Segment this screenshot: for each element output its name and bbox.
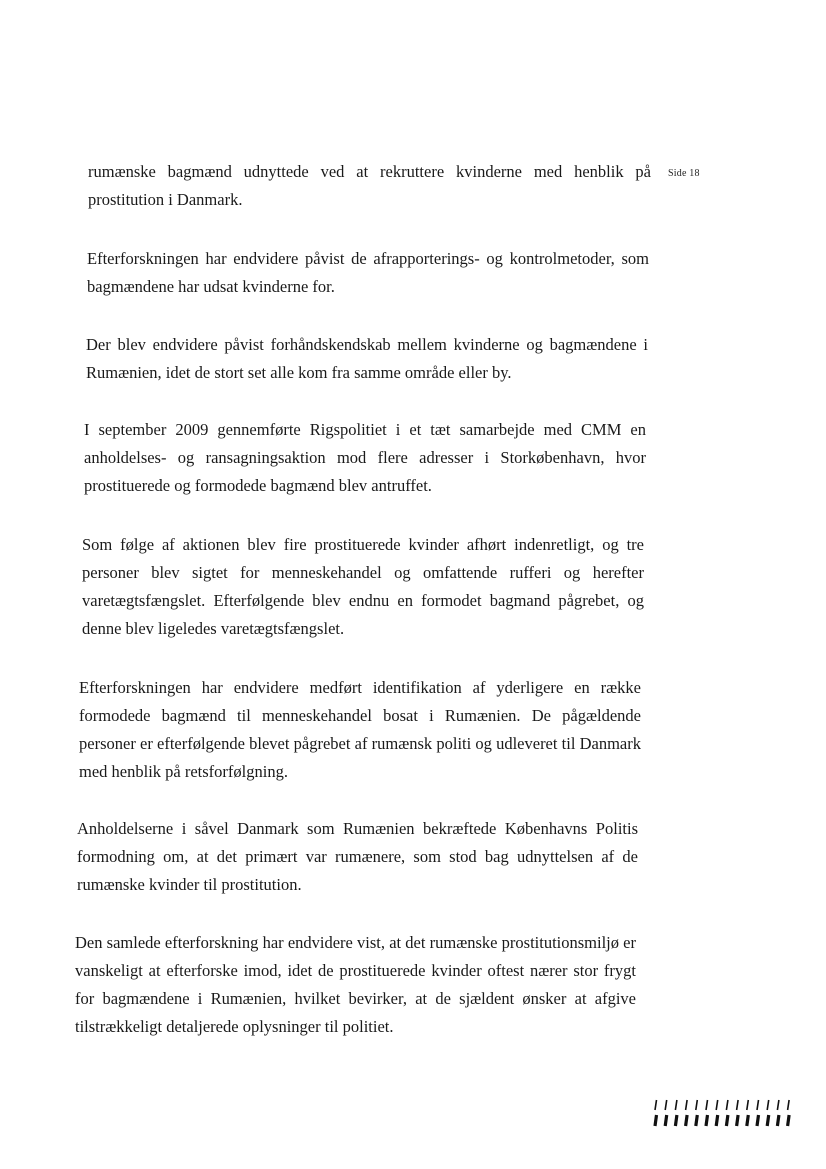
barcode-bar — [726, 1115, 728, 1126]
barcode-bar — [665, 1100, 667, 1110]
barcode-bar — [747, 1100, 749, 1110]
barcode-bar — [696, 1115, 698, 1126]
paragraph-8: Den samlede efterforskning har endvidere vist, at det rumænske prostitutionsmiljø er vanskeligt at efterforske imod, idet de prostituerede kvinder oftest nærer stor frygt for bagmændene i Rumænien, hvilket bevirker, at de sjældent ønsker at afgive tilstrækkeligt detaljerede oplysninger til politiet. — [75, 933, 636, 1036]
barcode-bar — [675, 1100, 677, 1110]
paragraph-7: Anholdelserne i såvel Danmark som Rumænien bekræftede Københavns Politis formodning om, at det primært var rumænere, som stod bag udnyttelsen af de rumænske kvinder til prostitution. — [77, 819, 638, 894]
barcode-bar — [777, 1100, 779, 1110]
barcode-bar — [757, 1115, 759, 1126]
barcode-bar — [706, 1115, 708, 1126]
barcode-bar — [655, 1115, 657, 1126]
barcode-bar — [655, 1100, 657, 1110]
paragraph-3: Der blev endvidere påvist forhåndskendskab mellem kvinderne og bagmændene i Rumænien, idet de stort set alle kom fra samme område eller by. — [86, 335, 648, 382]
barcode-bar — [716, 1115, 718, 1126]
paragraph-1: rumænske bagmænd udnyttede ved at rekruttere kvinderne med henblik på prostitution i Danmark. — [88, 162, 651, 209]
barcode-bar — [737, 1100, 739, 1110]
barcode-bar — [788, 1115, 790, 1126]
barcode-bar — [747, 1115, 749, 1126]
barcode-bar — [716, 1100, 718, 1110]
barcode-bar — [726, 1100, 728, 1110]
paragraph-4: I september 2009 gennemførte Rigspolitiet i et tæt samarbejde med CMM en anholdelses- og ransagningsaktion mod flere adresser i Storkøbenhavn, hvor prostituerede og formodede bagmænd blev antruffet. — [84, 420, 646, 495]
paragraph-6: Efterforskningen har endvidere medført identifikation af yderligere en række formodede bagmænd til menneskehandel bosat i Rumænien. De pågældende personer er efterfølgende blevet pågrebet af rumænsk politi og udleveret til Danmark med henblik på retsforfølgning. — [79, 678, 641, 781]
barcode-bar — [686, 1115, 688, 1126]
paragraph-2: Efterforskningen har endvidere påvist de afrapporterings- og kontrolmetoder, som bagmændene har udsat kvinderne for. — [87, 249, 649, 296]
barcode-stamp — [652, 1098, 794, 1128]
barcode-bar — [737, 1115, 739, 1126]
barcode-bar — [675, 1115, 677, 1126]
barcode-bar — [686, 1100, 688, 1110]
barcode-bar — [777, 1115, 779, 1126]
barcode-bar — [757, 1100, 759, 1110]
barcode-bar — [706, 1100, 708, 1110]
paragraph-5: Som følge af aktionen blev fire prostituerede kvinder afhørt indenretligt, og tre personer blev sigtet for menneskehandel og omfattende rufferi og herefter varetægtsfængslet. Efterfølgende blev endnu en formodet bagmand pågrebet, og denne blev ligeledes varetægtsfængslet. — [82, 535, 644, 638]
barcode-bar — [767, 1115, 769, 1126]
barcode-bar — [665, 1115, 667, 1126]
barcode-bar — [696, 1100, 698, 1110]
barcode-bar — [788, 1100, 790, 1110]
barcode-bar — [767, 1100, 769, 1110]
page-number-label: Side 18 — [668, 168, 700, 179]
